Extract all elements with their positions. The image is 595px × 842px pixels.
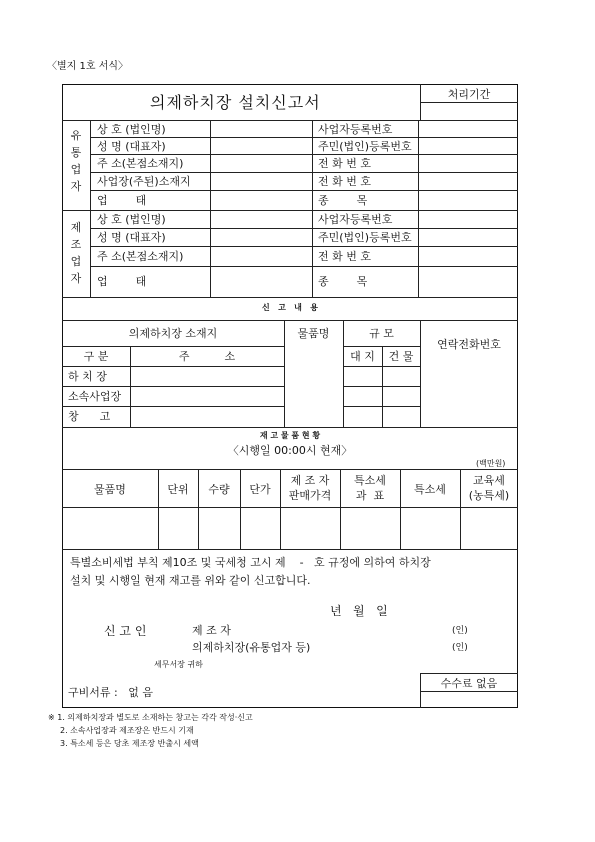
inv-mfr-price-line1: 제 조 자 <box>290 474 330 487</box>
dist-rep-name-label: 성 명 (대표자) <box>97 140 166 153</box>
inv-item-name-header: 물품명 <box>94 483 126 496</box>
dist-business-item-label: 종 목 <box>318 194 368 207</box>
inventory-title: 재 고 물 품 현 황 <box>259 431 321 440</box>
report-content-title: 신 고 내 용 <box>262 303 318 312</box>
division-header: 구 분 <box>83 350 109 363</box>
item-name-header: 물품명 <box>297 327 330 340</box>
mfr-trade-name-label: 상 호 (법인명) <box>97 213 166 226</box>
dist-phone-label: 전 화 번 호 <box>318 157 371 170</box>
mfr-phone-label: 전 화 번 호 <box>318 250 371 263</box>
inv-edu-tax-line2: (농특세) <box>468 489 510 502</box>
contact-phone-header: 연락전화번호 <box>437 338 501 351</box>
mfr-resident-reg-label: 주민(법인)등록번호 <box>318 231 412 244</box>
dist-resident-reg-label: 주민(법인)등록번호 <box>318 140 412 153</box>
dist-address-label: 주 소(본점소재지) <box>97 157 184 170</box>
dist-workplace-phone-label: 전 화 번 호 <box>318 175 371 188</box>
address-header: 주 소 <box>178 350 236 363</box>
fee-label: 수수료 없음 <box>440 677 498 690</box>
form-title: 의제하치장 설치신고서 <box>150 93 321 112</box>
inv-unit-price-header: 단가 <box>249 483 271 496</box>
tax-office-recipient: 세무서장 귀하 <box>154 660 203 669</box>
note-3: 3. 특소세 등은 당초 제조장 반출시 세액 <box>60 739 199 748</box>
attachments-label: 구비서류 : 없 음 <box>68 686 153 699</box>
dist-business-reg-label: 사업자등록번호 <box>318 123 393 136</box>
inv-unit-header: 단위 <box>167 483 189 496</box>
reporter-depot-label: 의제하치장(유통업자 등) <box>192 641 311 654</box>
processing-period-label: 처리기간 <box>447 88 491 101</box>
note-1: ※ 1. 의제하치장과 별도로 소재하는 창고는 각각 작성·신고 <box>48 713 253 722</box>
inventory-subtitle: 〈시행일 00:00시 현재〉 <box>227 444 353 457</box>
inv-tax-base-line2: 과 표 <box>355 489 385 502</box>
mfr-address-label: 주 소(본점소재지) <box>97 250 184 263</box>
note-2: 2. 소속사업장과 제조장은 반드시 기재 <box>60 726 194 735</box>
location-header: 의제하치장 소재지 <box>128 327 218 340</box>
row-warehouse: 창 고 <box>68 410 111 423</box>
form-number-label: 〈별지 1호 서식〉 <box>47 61 129 72</box>
seal-manufacturer: (인) <box>452 626 468 636</box>
inv-tax-base-line1: 특소세 <box>354 474 386 487</box>
inv-edu-tax-line1: 교육세 <box>473 474 505 487</box>
row-depot: 하 치 장 <box>68 370 107 383</box>
land-header: 대 지 <box>350 350 375 363</box>
declaration-line-1: 특별소비세법 부칙 제10조 및 국세청 고시 제 - 호 규정에 의하여 하치장 <box>70 556 431 569</box>
mfr-business-item-label: 종 목 <box>318 275 368 288</box>
scale-header: 규 모 <box>369 327 394 340</box>
reporter-manufacturer-label: 제 조 자 <box>192 624 231 637</box>
building-header: 건 물 <box>388 350 414 363</box>
mfr-business-reg-label: 사업자등록번호 <box>318 213 393 226</box>
dist-workplace-label: 사업장(주된)소재지 <box>97 175 191 188</box>
manufacturer-side-label: 제 조 업 자 <box>70 221 82 285</box>
inv-quantity-header: 수량 <box>208 483 230 496</box>
inv-special-tax-header: 특소세 <box>414 483 446 496</box>
unit-note: (백만원) <box>476 459 506 468</box>
row-affiliated-workplace: 소속사업장 <box>68 390 122 403</box>
mfr-business-type-label: 업 태 <box>97 275 147 288</box>
distributor-side-label: 유 통 업 자 <box>70 129 82 193</box>
date-line: 년 월 일 <box>330 604 388 618</box>
dist-business-type-label: 업 태 <box>97 194 147 207</box>
mfr-rep-name-label: 성 명 (대표자) <box>97 231 166 244</box>
inv-mfr-price-line2: 판매가격 <box>288 489 332 502</box>
seal-depot: (인) <box>452 643 468 653</box>
dist-trade-name-label: 상 호 (법인명) <box>97 123 166 136</box>
reporter-label: 신 고 인 <box>104 624 147 638</box>
declaration-line-2: 설치 및 시행일 현재 재고를 위와 같이 신고합니다. <box>70 574 311 587</box>
